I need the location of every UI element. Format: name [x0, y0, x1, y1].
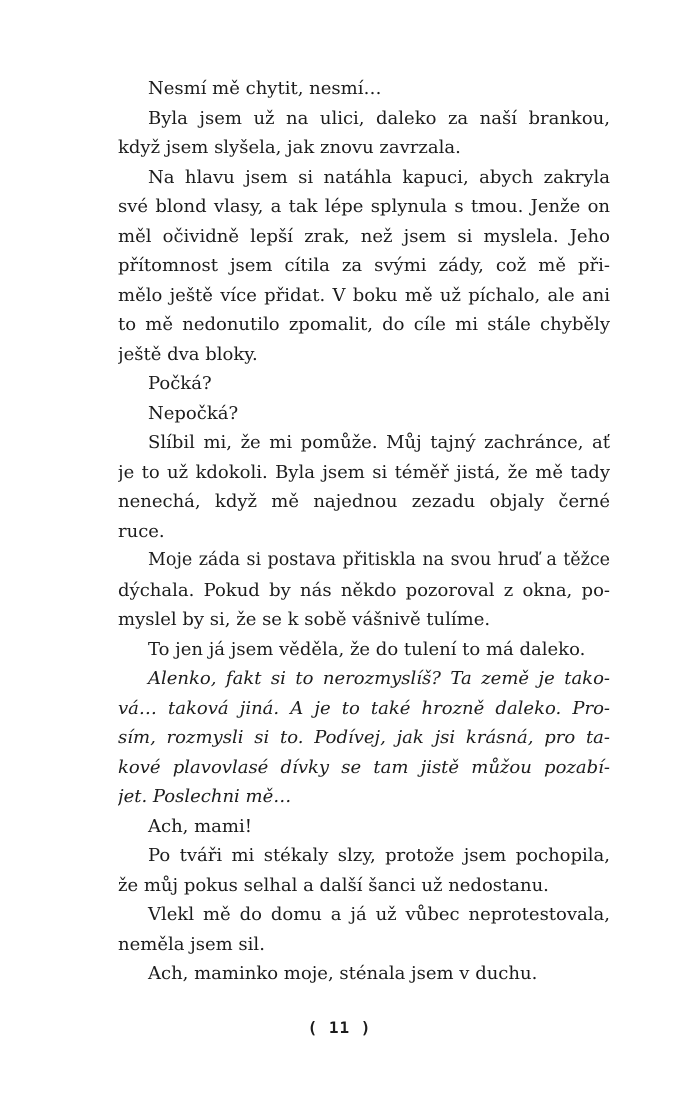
text-line: To jen já jsem věděla, že do tulení to má daleko.	[148, 638, 586, 660]
page-number: ( 11 )	[307, 1018, 372, 1037]
text-line: Po tváři mi stékaly slzy, protože jsem pochopila,	[148, 845, 610, 866]
text-line: Alenko, fakt si to nerozmyslíš? Ta země je tako-	[148, 668, 610, 689]
text-line: ruce.	[118, 520, 165, 542]
text-line: Na hlavu jsem si natáhla kapuci, abych zakryla	[148, 166, 610, 188]
text-line: myslel by si, že se k sobě vášnivě tulíme.	[118, 609, 491, 630]
text-line: to mě nedonutilo zpomalit, do cíle mi stále chyběly	[118, 314, 610, 335]
text-line: je to už kdokoli. Byla jsem si téměř jistá, že mě tady	[118, 461, 610, 483]
text-line: Slíbil mi, že mi pomůže. Můj tajný zachránce, ať	[148, 432, 610, 453]
text-line: když jsem slyšela, jak znovu zavrzala.	[118, 137, 461, 158]
text-line: měl očividně lepší zrak, než jsem si myslela. Jeho	[118, 225, 610, 247]
text-line: své blond vlasy, a tak lépe splynula s tmou. Jenže on	[118, 196, 610, 217]
text-line: ještě dva bloky.	[118, 343, 258, 365]
text-line: sím, rozmysli si to. Podívej, jak jsi krásná, pro ta-	[118, 727, 610, 748]
text-line: Nepočká?	[148, 402, 239, 424]
body-text	[118, 74, 610, 989]
text-line: Moje záda si postava přitiskla na svou hruď a těžce	[148, 550, 610, 570]
text-line: přítomnost jsem cítila za svými zády, což mě při-	[118, 255, 610, 276]
text-line: Ach, maminko moje, sténala jsem v duchu.	[148, 963, 538, 984]
text-line: nenechá, když mě najednou zezadu objaly černé	[118, 491, 610, 512]
text-line: vá… taková jiná. A je to také hrozně daleko. Pro-	[118, 697, 610, 719]
text-line: Ach, mami!	[148, 815, 252, 837]
text-line: kové plavovlasé dívky se tam jistě můžou pozabí-	[118, 756, 610, 778]
text-line: jet. Poslechni mě…	[118, 786, 292, 807]
text-line: mělo ještě více přidat. V boku mě už píchalo, ale ani	[118, 284, 610, 306]
text-line: dýchala. Pokud by nás někdo pozoroval z okna, po-	[118, 579, 610, 601]
text-line: že můj pokus selhal a další šanci už nedostanu.	[118, 874, 549, 896]
text-line: neměla jsem sil.	[118, 933, 265, 955]
text-line: Počká?	[148, 373, 212, 394]
text-line: Byla jsem už na ulici, daleko za naší brankou,	[148, 107, 610, 129]
text-line: Nesmí mě chytit, nesmí…	[148, 78, 382, 99]
text-line: Vlekl mě do domu a já už vůbec neprotestovala,	[148, 904, 610, 925]
